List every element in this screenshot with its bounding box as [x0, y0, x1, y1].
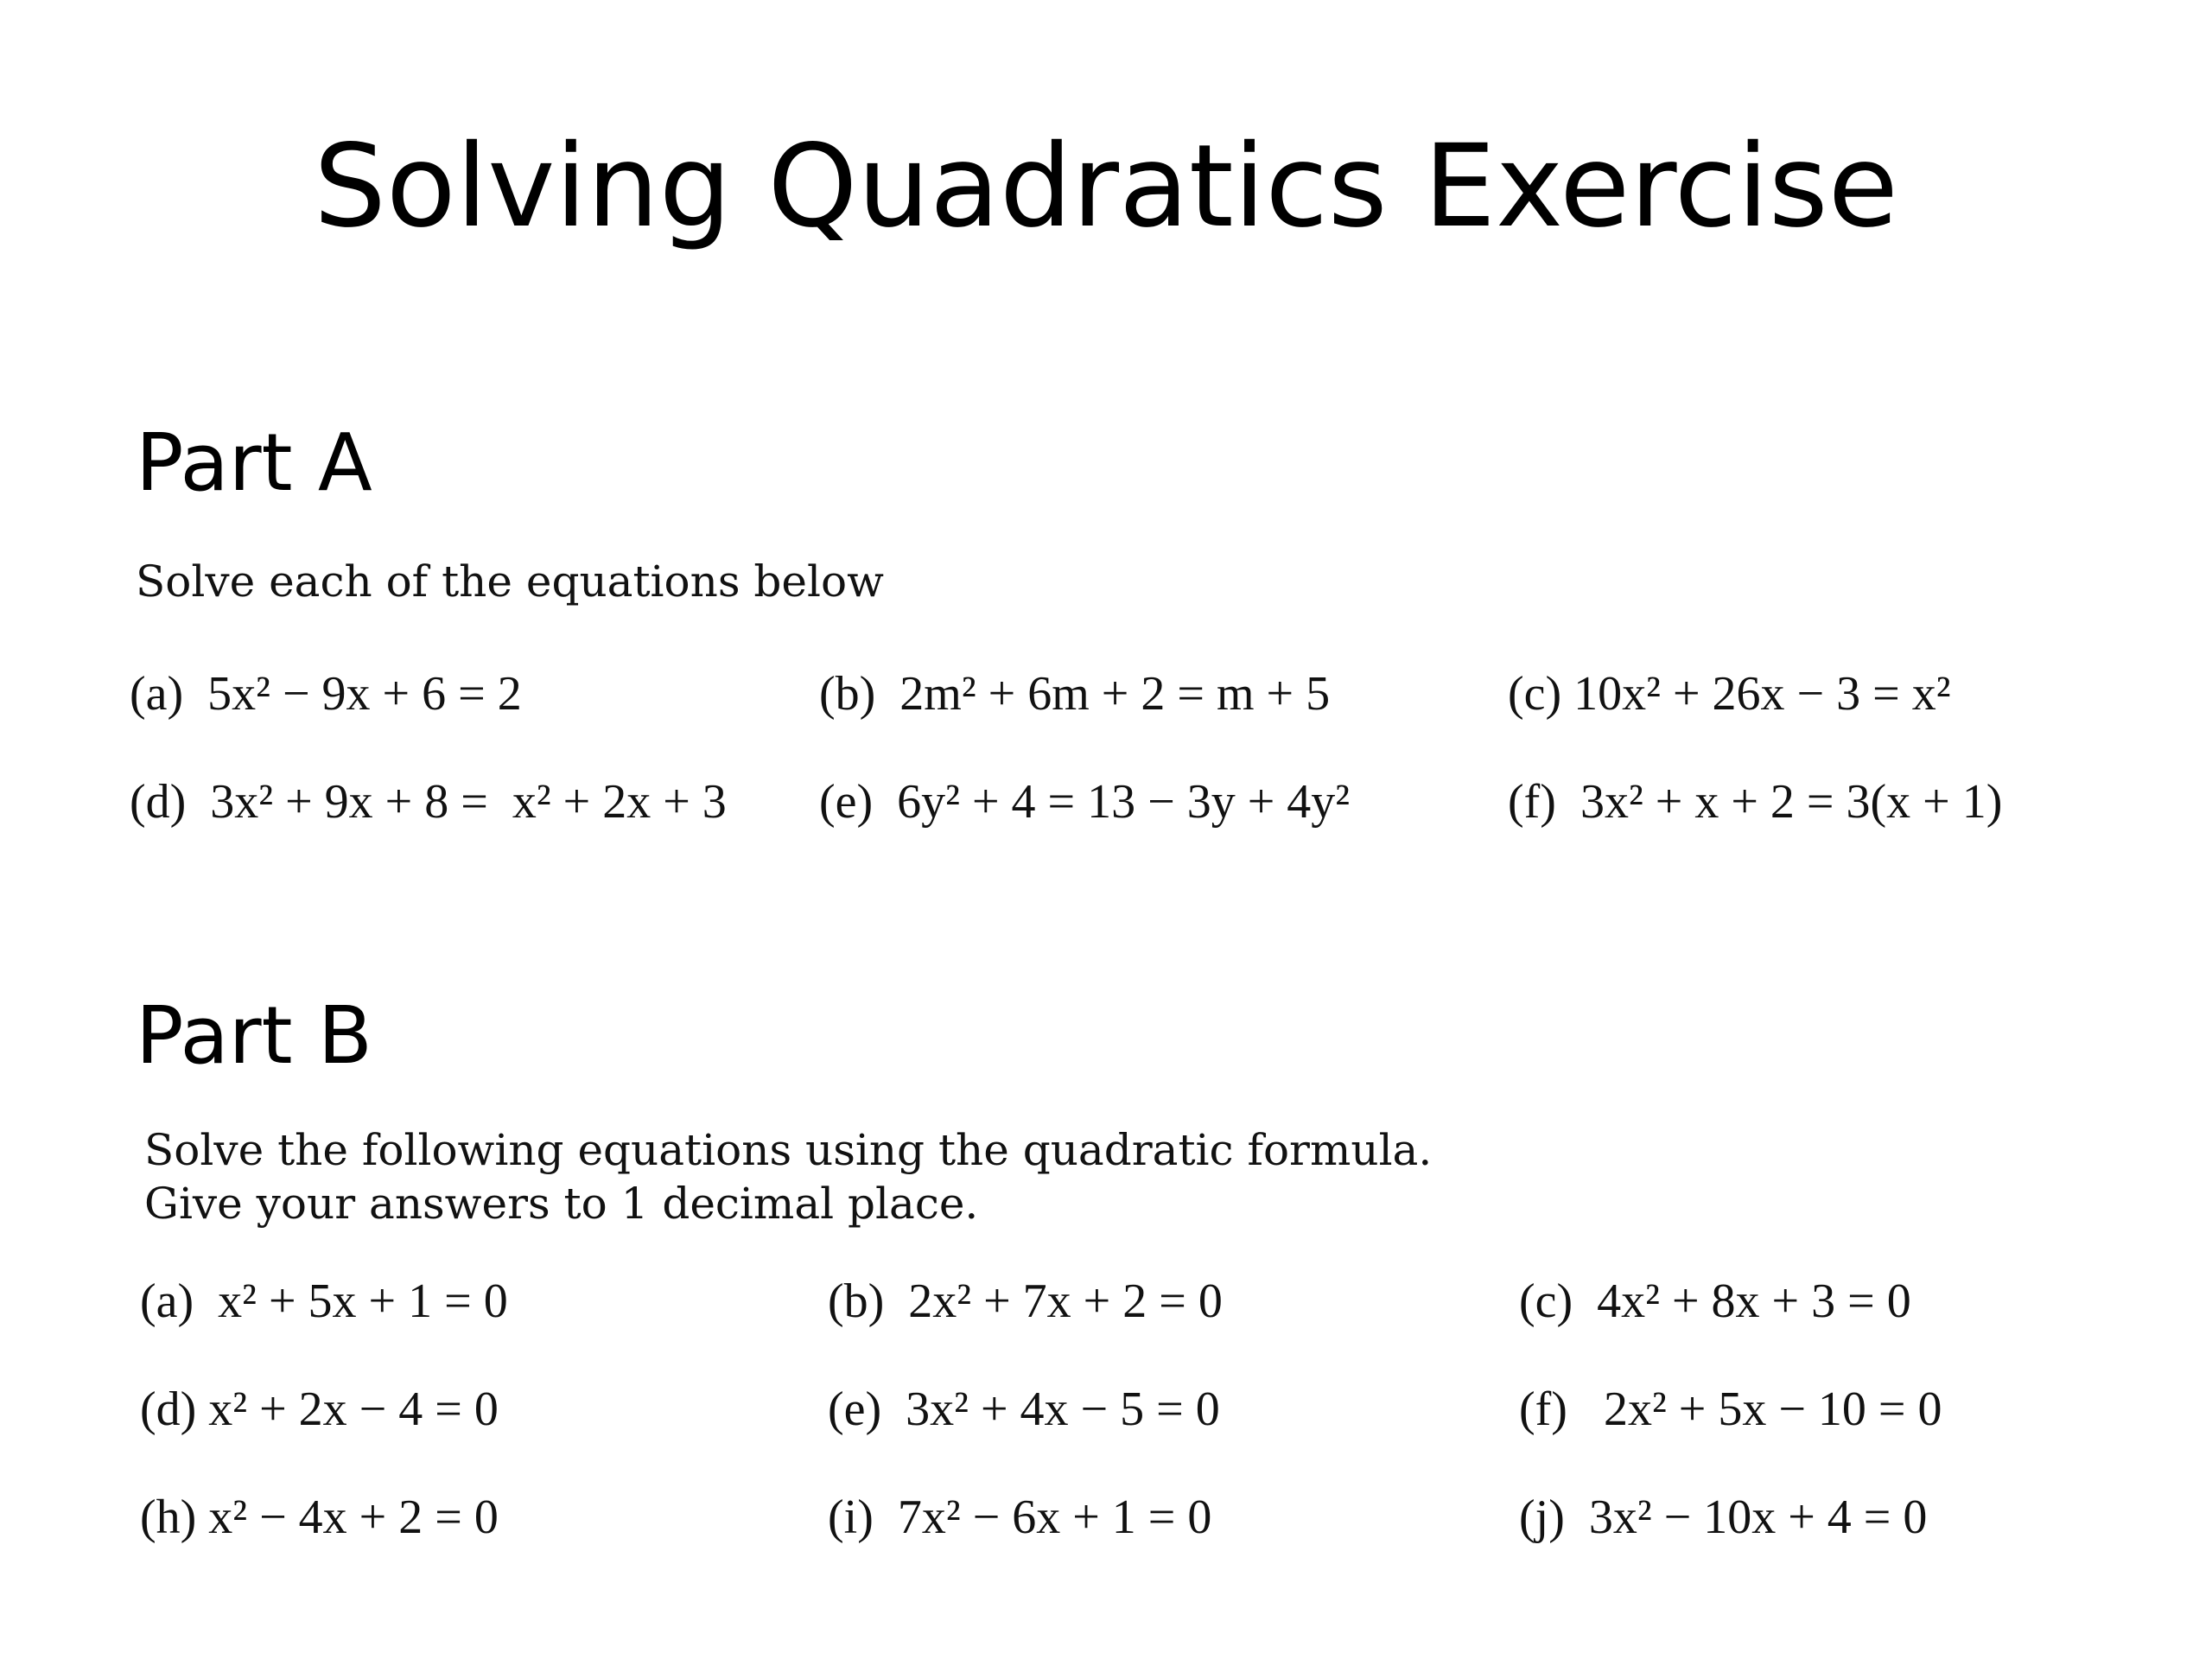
page-title: Solving Quadratics Exercise: [314, 120, 1898, 253]
part-b-equation-i: (i) 7x² − 6x + 1 = 0: [828, 1491, 1212, 1544]
part-b-equation-b: (b) 2x² + 7x + 2 = 0: [828, 1274, 1223, 1328]
part-b-equation-h: (h) x² − 4x + 2 = 0: [140, 1491, 499, 1544]
part-b-heading: Part B: [136, 989, 372, 1082]
part-a-equation-f: (f) 3x² + x + 2 = 3(x + 1): [1508, 775, 2003, 829]
part-b-instruction-line2: Give your answers to 1 decimal place.: [144, 1179, 979, 1229]
part-a-equation-c: (c) 10x² + 26x − 3 = x²: [1508, 667, 1951, 721]
part-a-heading: Part A: [136, 416, 372, 509]
part-b-equation-a: (a) x² + 5x + 1 = 0: [140, 1274, 508, 1328]
part-b-equation-e: (e) 3x² + 4x − 5 = 0: [828, 1382, 1220, 1436]
part-b-equation-j: (j) 3x² − 10x + 4 = 0: [1519, 1491, 1928, 1544]
part-a-instruction: Solve each of the equations below: [136, 556, 884, 607]
part-a-equation-a: (a) 5x² − 9x + 6 = 2: [130, 667, 522, 721]
part-b-equation-d: (d) x² + 2x − 4 = 0: [140, 1382, 499, 1436]
part-a-equation-d: (d) 3x² + 9x + 8 = x² + 2x + 3: [130, 775, 727, 829]
part-b-equation-f: (f) 2x² + 5x − 10 = 0: [1519, 1382, 1942, 1436]
part-a-equation-b: (b) 2m² + 6m + 2 = m + 5: [819, 667, 1331, 721]
part-a-equation-e: (e) 6y² + 4 = 13 − 3y + 4y²: [819, 775, 1351, 829]
part-b-equation-c: (c) 4x² + 8x + 3 = 0: [1519, 1274, 1911, 1328]
part-b-instruction-line1: Solve the following equations using the quadratic formula.: [144, 1125, 1433, 1175]
